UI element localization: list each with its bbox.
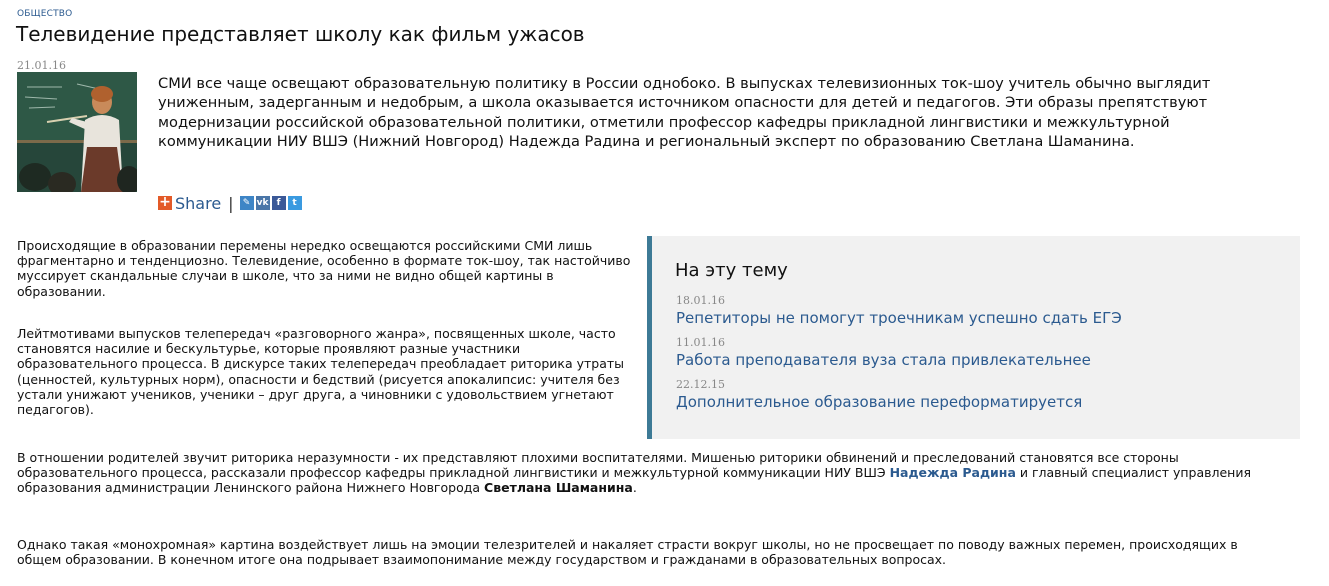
article-title: Телевидение представляет школу как фильм ужасов (16, 22, 585, 46)
teacher-at-blackboard-image (17, 72, 137, 192)
share-button[interactable]: Share (175, 193, 222, 213)
article-date: 21.01.16 (17, 59, 66, 72)
share-bar (158, 192, 304, 214)
related-item-date: 22.12.15 (676, 378, 725, 391)
article-paragraph-2: Лейтмотивами выпусков телепередач «разговорного жанра», посвященных школе, часто становятся насилие и бескультурье, которые проявляют разные участники образовательного процесса. В дискурсе таких телепередач преобладает риторика утраты (ценностей, культурных норм), опасности и бедствий (рисуется апокалипсис: учителя без устали унижают учеников, ученики – друг друга, а чиновники с удовольствием угнетают педагогов). (17, 326, 625, 418)
paragraph-end: . (632, 480, 637, 496)
category-link[interactable]: ОБЩЕСТВО (17, 9, 73, 19)
vk-icon[interactable]: vk (256, 198, 269, 208)
article-paragraph-4: Однако такая «монохромная» картина воздействует лишь на эмоции телезрителей и накаляет страсти вокруг школы, но не просвещает по поводу важных перемен, происходящих в общем образовании. В конечном итоге она подрывает взаимопонимание между государством и гражданами в образовательных вопросах. (17, 537, 1238, 568)
related-item-link[interactable]: Репетиторы не помогут троечникам успешно сдать ЕГЭ (676, 309, 1122, 327)
paragraph-text: В отношении родителей звучит риторика неразумности - их представляют плохими воспитателями. Мишенью риторики обвинений и преследований становятся все стороны образовательного процесса, рассказали профессор кафедры прикладной лингвистики и межкультурной коммуникации НИУ ВШЭ (17, 450, 1179, 481)
related-item-date: 11.01.16 (676, 336, 725, 349)
related-item-link[interactable]: Работа преподавателя вуза стала привлекательнее (676, 351, 1091, 369)
share-plus-icon[interactable]: + (159, 194, 171, 210)
related-item-date: 18.01.16 (676, 294, 725, 307)
article-paragraph-3 (17, 450, 1257, 496)
related-item-link[interactable]: Дополнительное образование переформатируется (676, 393, 1083, 411)
person-name-shamanina: Светлана Шаманина (484, 480, 633, 496)
related-title: На эту тему (675, 260, 788, 281)
share-separator: | (228, 193, 234, 213)
facebook-icon[interactable]: f (272, 196, 286, 210)
article-paragraph-1: Происходящие в образовании перемены нередко освещаются российскими СМИ лишь фрагментарно и тенденциозно. Телевидение, особенно в формате ток-шоу, так настойчиво муссирует скандальные случаи в школе, что за ними не видно общей картины в образовании. (17, 238, 631, 299)
related-articles-box (647, 236, 1300, 439)
paragraph-text: и главный специалист управления образования администрации Ленинского района Нижнего Новгорода (17, 465, 1251, 496)
person-link-radina[interactable]: Надежда Радина (889, 465, 1016, 481)
article-lead: СМИ все чаще освещают образовательную политику в России однобоко. В выпусках телевизионных ток-шоу учитель обычно выглядит униженным, задерганным и недобрым, а школа оказывается источником опасности для детей и педагогов. Эти образы препятствуют модернизации российской образовательной политики, отметили профессор кафедры прикладной лингвистики и межкультурной коммуникации НИУ ВШЭ (Нижний Новгород) Надежда Радина и региональный эксперт по образованию Светлана Шаманина. (158, 75, 1211, 151)
livejournal-icon[interactable]: ✎ (240, 196, 254, 210)
twitter-icon[interactable]: t (288, 196, 302, 210)
article-photo (17, 72, 137, 192)
